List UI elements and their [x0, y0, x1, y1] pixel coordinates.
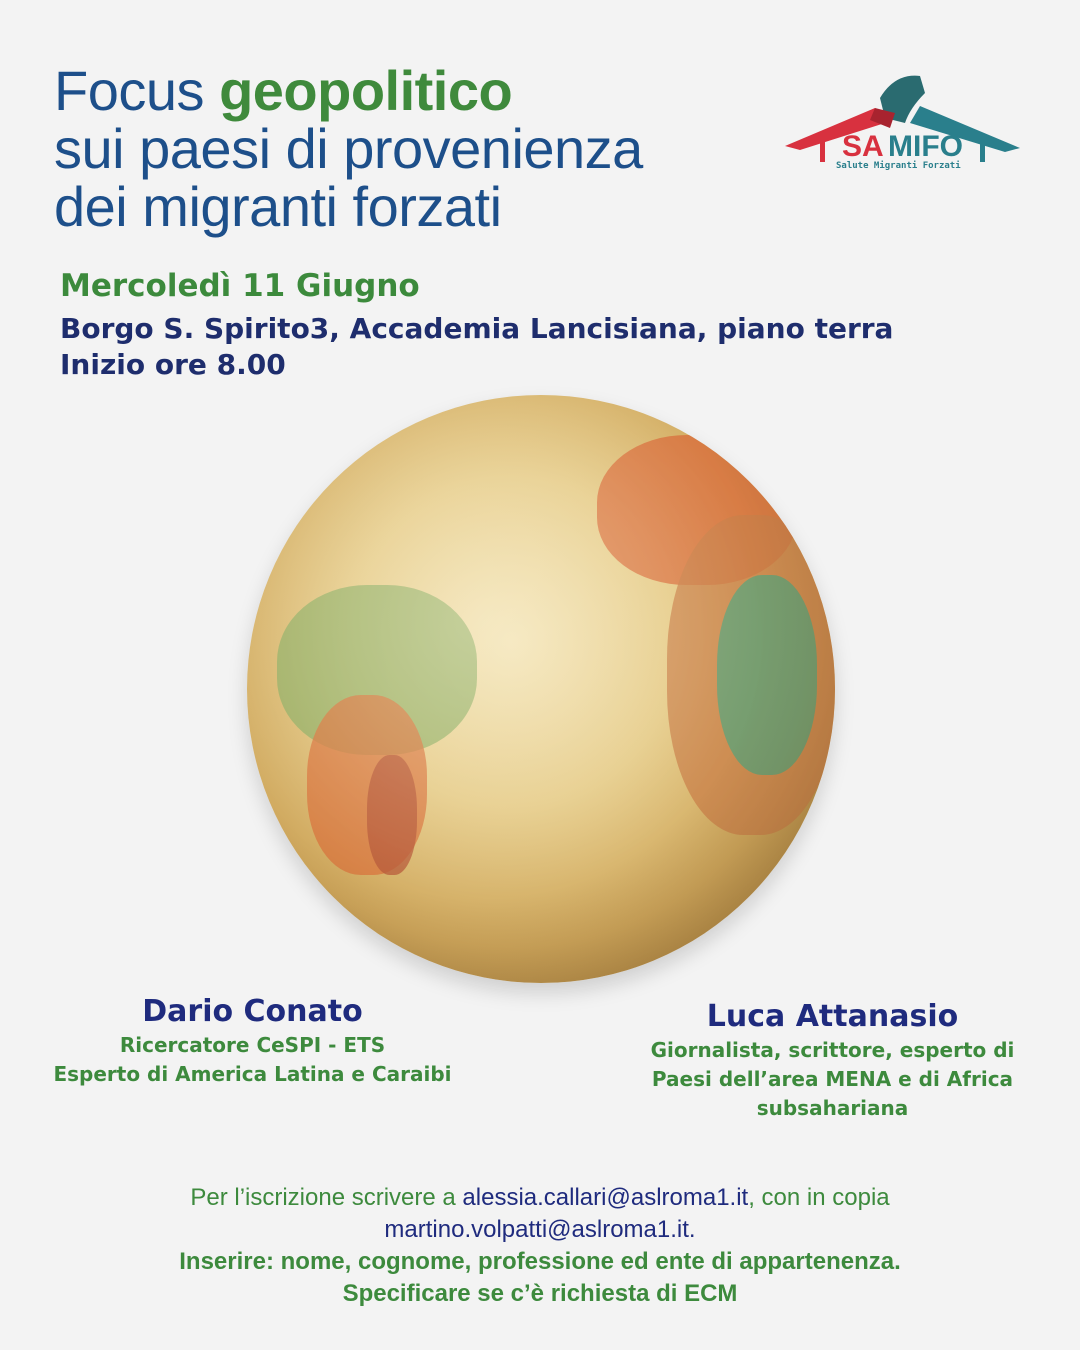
registration-cc: , con in copia — [748, 1184, 890, 1211]
title-part: Focus — [54, 59, 220, 122]
svg-text:SA: SA — [842, 130, 884, 163]
title-line-2: sui paesi di provenienza — [54, 117, 643, 180]
speaker-role: Esperto di America Latina e Caraibi — [53, 1062, 452, 1086]
registration-intro: Per l’iscrizione scrivere a — [190, 1184, 463, 1211]
registration-instructions: Inserire: nome, cognome, professione ed ente di appartenenza. — [179, 1248, 901, 1275]
event-date: Mercoledì 11 Giugno — [60, 268, 420, 304]
ecm-note: Specificare se c’è richiesta di ECM — [342, 1280, 738, 1307]
speaker-role: Giornalista, scrittore, esperto di — [650, 1038, 1015, 1062]
title-highlight: geopolitico — [219, 59, 513, 122]
poster-title — [54, 59, 643, 238]
title-line-3: dei migranti forzati — [54, 175, 502, 238]
svg-text:MIFO: MIFO — [888, 130, 963, 163]
registration-info — [0, 1182, 1080, 1310]
speaker-1 — [40, 994, 465, 1089]
event-location: Borgo S. Spirito3, Accademia Lancisiana, piano terra — [60, 312, 894, 345]
speaker-name: Dario Conato — [142, 994, 363, 1029]
email-link-1[interactable]: alessia.callari@aslroma1.it — [462, 1184, 749, 1211]
speaker-name: Luca Attanasio — [706, 999, 959, 1034]
event-info — [60, 311, 893, 383]
event-start-time: Inizio ore 8.00 — [60, 348, 286, 381]
svg-text:Salute Migranti Forzati: Salute Migranti Forzati — [836, 161, 961, 171]
speaker-role: Ricercatore CeSPI - ETS — [119, 1033, 386, 1057]
period: . — [688, 1216, 696, 1243]
email-link-2[interactable]: martino.volpatti@aslroma1.it — [384, 1216, 689, 1243]
globe-image — [247, 395, 835, 983]
speaker-2 — [630, 999, 1035, 1123]
speaker-role: subsahariana — [756, 1096, 909, 1120]
samifo-logo — [780, 68, 1025, 173]
speaker-role: Paesi dell’area MENA e di Africa — [651, 1067, 1014, 1091]
